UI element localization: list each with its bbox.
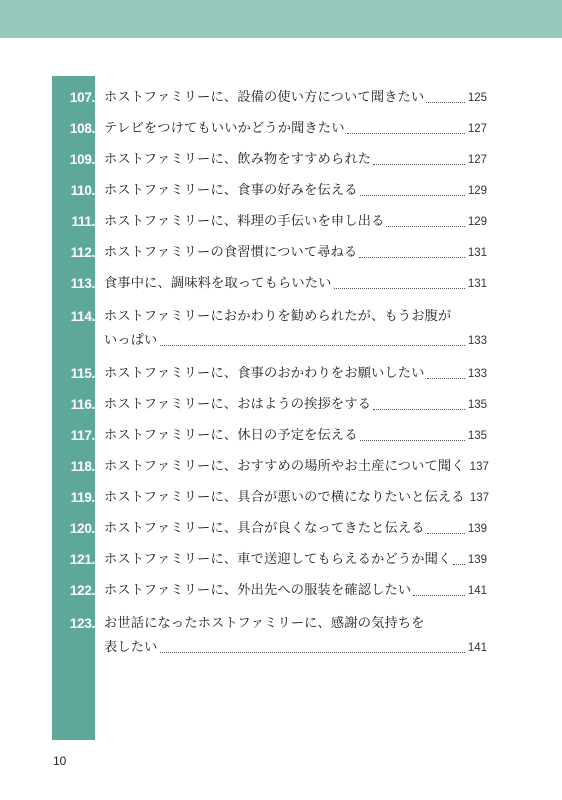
entry-title: ホストファミリーに、休日の予定を伝える [104, 428, 358, 443]
entry-title: ホストファミリーに、料理の手伝いを申し出る [104, 214, 385, 229]
entry-number: 119. [70, 490, 95, 505]
entry-page: 129 [467, 185, 487, 197]
entry-number: 107. [69, 90, 95, 105]
entry-number: 114. [70, 309, 95, 324]
entry-number: 123. [69, 616, 95, 631]
entry-number: 121. [69, 552, 95, 567]
entry-title: テレビをつけてもいいかどうか聞きたい [104, 121, 345, 136]
entry-number: 116. [70, 397, 95, 412]
entry-page: 133 [467, 368, 487, 380]
entry-title: いっぱい [104, 333, 158, 348]
entry-title: ホストファミリーに、食事のおかわりをお願いしたい [104, 366, 425, 381]
header-band [0, 0, 562, 38]
dot-leader [373, 164, 465, 165]
entry-page: 137 [469, 461, 489, 473]
entry-page: 141 [467, 585, 487, 597]
entry-page: 141 [467, 642, 487, 654]
dot-leader [360, 195, 465, 196]
dot-leader [347, 133, 465, 134]
dot-leader [360, 440, 465, 441]
page-number: 10 [53, 754, 67, 768]
entry-number: 110. [70, 183, 95, 198]
entry-title: 食事中に、調味料を取ってもらいたい [104, 276, 332, 291]
entry-page: 139 [467, 523, 487, 535]
entry-page: 131 [467, 278, 487, 290]
entry-number: 109. [69, 152, 95, 167]
dot-leader [160, 345, 465, 346]
entry-title: ホストファミリーに、おはようの挨拶をする [104, 397, 372, 412]
entry-number: 120. [69, 521, 95, 536]
entry-page: 127 [467, 154, 487, 166]
entry-title: ホストファミリーに、車で送迎してもらえるかどうか聞く [104, 552, 452, 567]
entry-page: 131 [467, 247, 487, 259]
entry-page: 125 [467, 92, 487, 104]
entry-title: ホストファミリーに、外出先への服装を確認したい [104, 583, 412, 598]
dot-leader [334, 288, 465, 289]
dot-leader [413, 595, 465, 596]
dot-leader [426, 102, 464, 103]
dot-leader [373, 409, 465, 410]
entry-page: 127 [467, 123, 487, 135]
entry-title: ホストファミリーに、おすすめの場所やお土産について聞く [104, 459, 465, 474]
entry-number: 117. [70, 428, 95, 443]
entry-title-line1: ホストファミリーにおかわりを勧められたが、もうお腹が [104, 309, 452, 324]
entry-number: 113. [70, 276, 95, 291]
entry-title: ホストファミリーに、設備の使い方について聞きたい [104, 90, 425, 105]
dot-leader [427, 378, 465, 379]
entry-page: 133 [467, 335, 487, 347]
dot-leader [453, 564, 464, 565]
entry-number: 112. [70, 245, 95, 260]
entry-page: 137 [469, 492, 489, 504]
entry-title: ホストファミリーに、飲み物をすすめられた [104, 152, 372, 167]
dot-leader [386, 226, 464, 227]
entry-page: 135 [467, 430, 487, 442]
entry-number: 122. [69, 583, 95, 598]
entry-page: 139 [467, 554, 487, 566]
entry-number: 118. [70, 459, 95, 474]
entry-title: 表したい [104, 640, 158, 655]
entry-number: 111. [71, 214, 95, 229]
dot-leader [359, 257, 464, 258]
entry-title: ホストファミリーに、具合が良くなってきたと伝える [104, 521, 425, 536]
entry-page: 129 [467, 216, 487, 228]
entry-title-line1: お世話になったホストファミリーに、感謝の気持ちを [104, 616, 425, 631]
entry-title: ホストファミリーに、食事の好みを伝える [104, 183, 358, 198]
entry-page: 135 [467, 399, 487, 411]
dot-leader [427, 533, 465, 534]
entry-title: ホストファミリーに、具合が悪いので横になりたいと伝える [104, 490, 465, 505]
entry-number: 108. [69, 121, 95, 136]
entry-number: 115. [70, 366, 95, 381]
entry-title: ホストファミリーの食習慣について尋ねる [104, 245, 358, 260]
dot-leader [160, 652, 465, 653]
